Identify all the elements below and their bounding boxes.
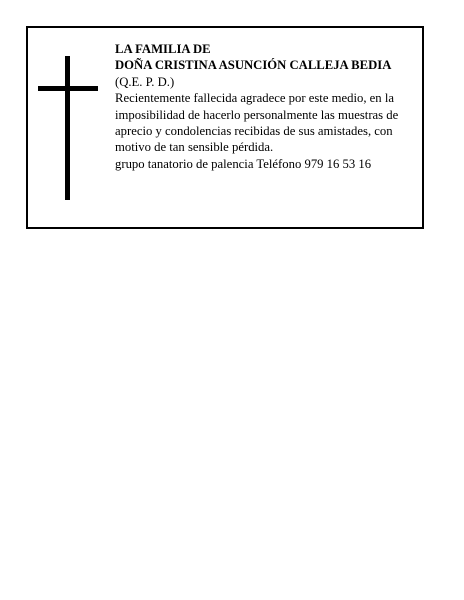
qepd-label: (Q.E. P. D.) <box>115 74 175 89</box>
cross-horizontal-bar <box>38 86 98 91</box>
obituary-notice <box>26 26 424 229</box>
cross-vertical-bar <box>65 56 70 200</box>
deceased-name: DOÑA CRISTINA ASUNCIÓN CALLEJA BEDIA <box>115 58 392 73</box>
notice-text <box>115 41 421 172</box>
cross-icon <box>38 56 98 200</box>
family-heading: LA FAMILIA DE <box>115 42 211 56</box>
acknowledgement-text: Recientemente fallecida agradece por este medio, en la imposibilidad de hacerlo personalmente las muestras de aprecio y condolencias recibidas de sus amistades, con motivo de tan sensible pérdida. <box>115 91 399 155</box>
funeral-home-contact: grupo tanatorio de palencia Teléfono 979 16 53 16 <box>115 156 372 171</box>
